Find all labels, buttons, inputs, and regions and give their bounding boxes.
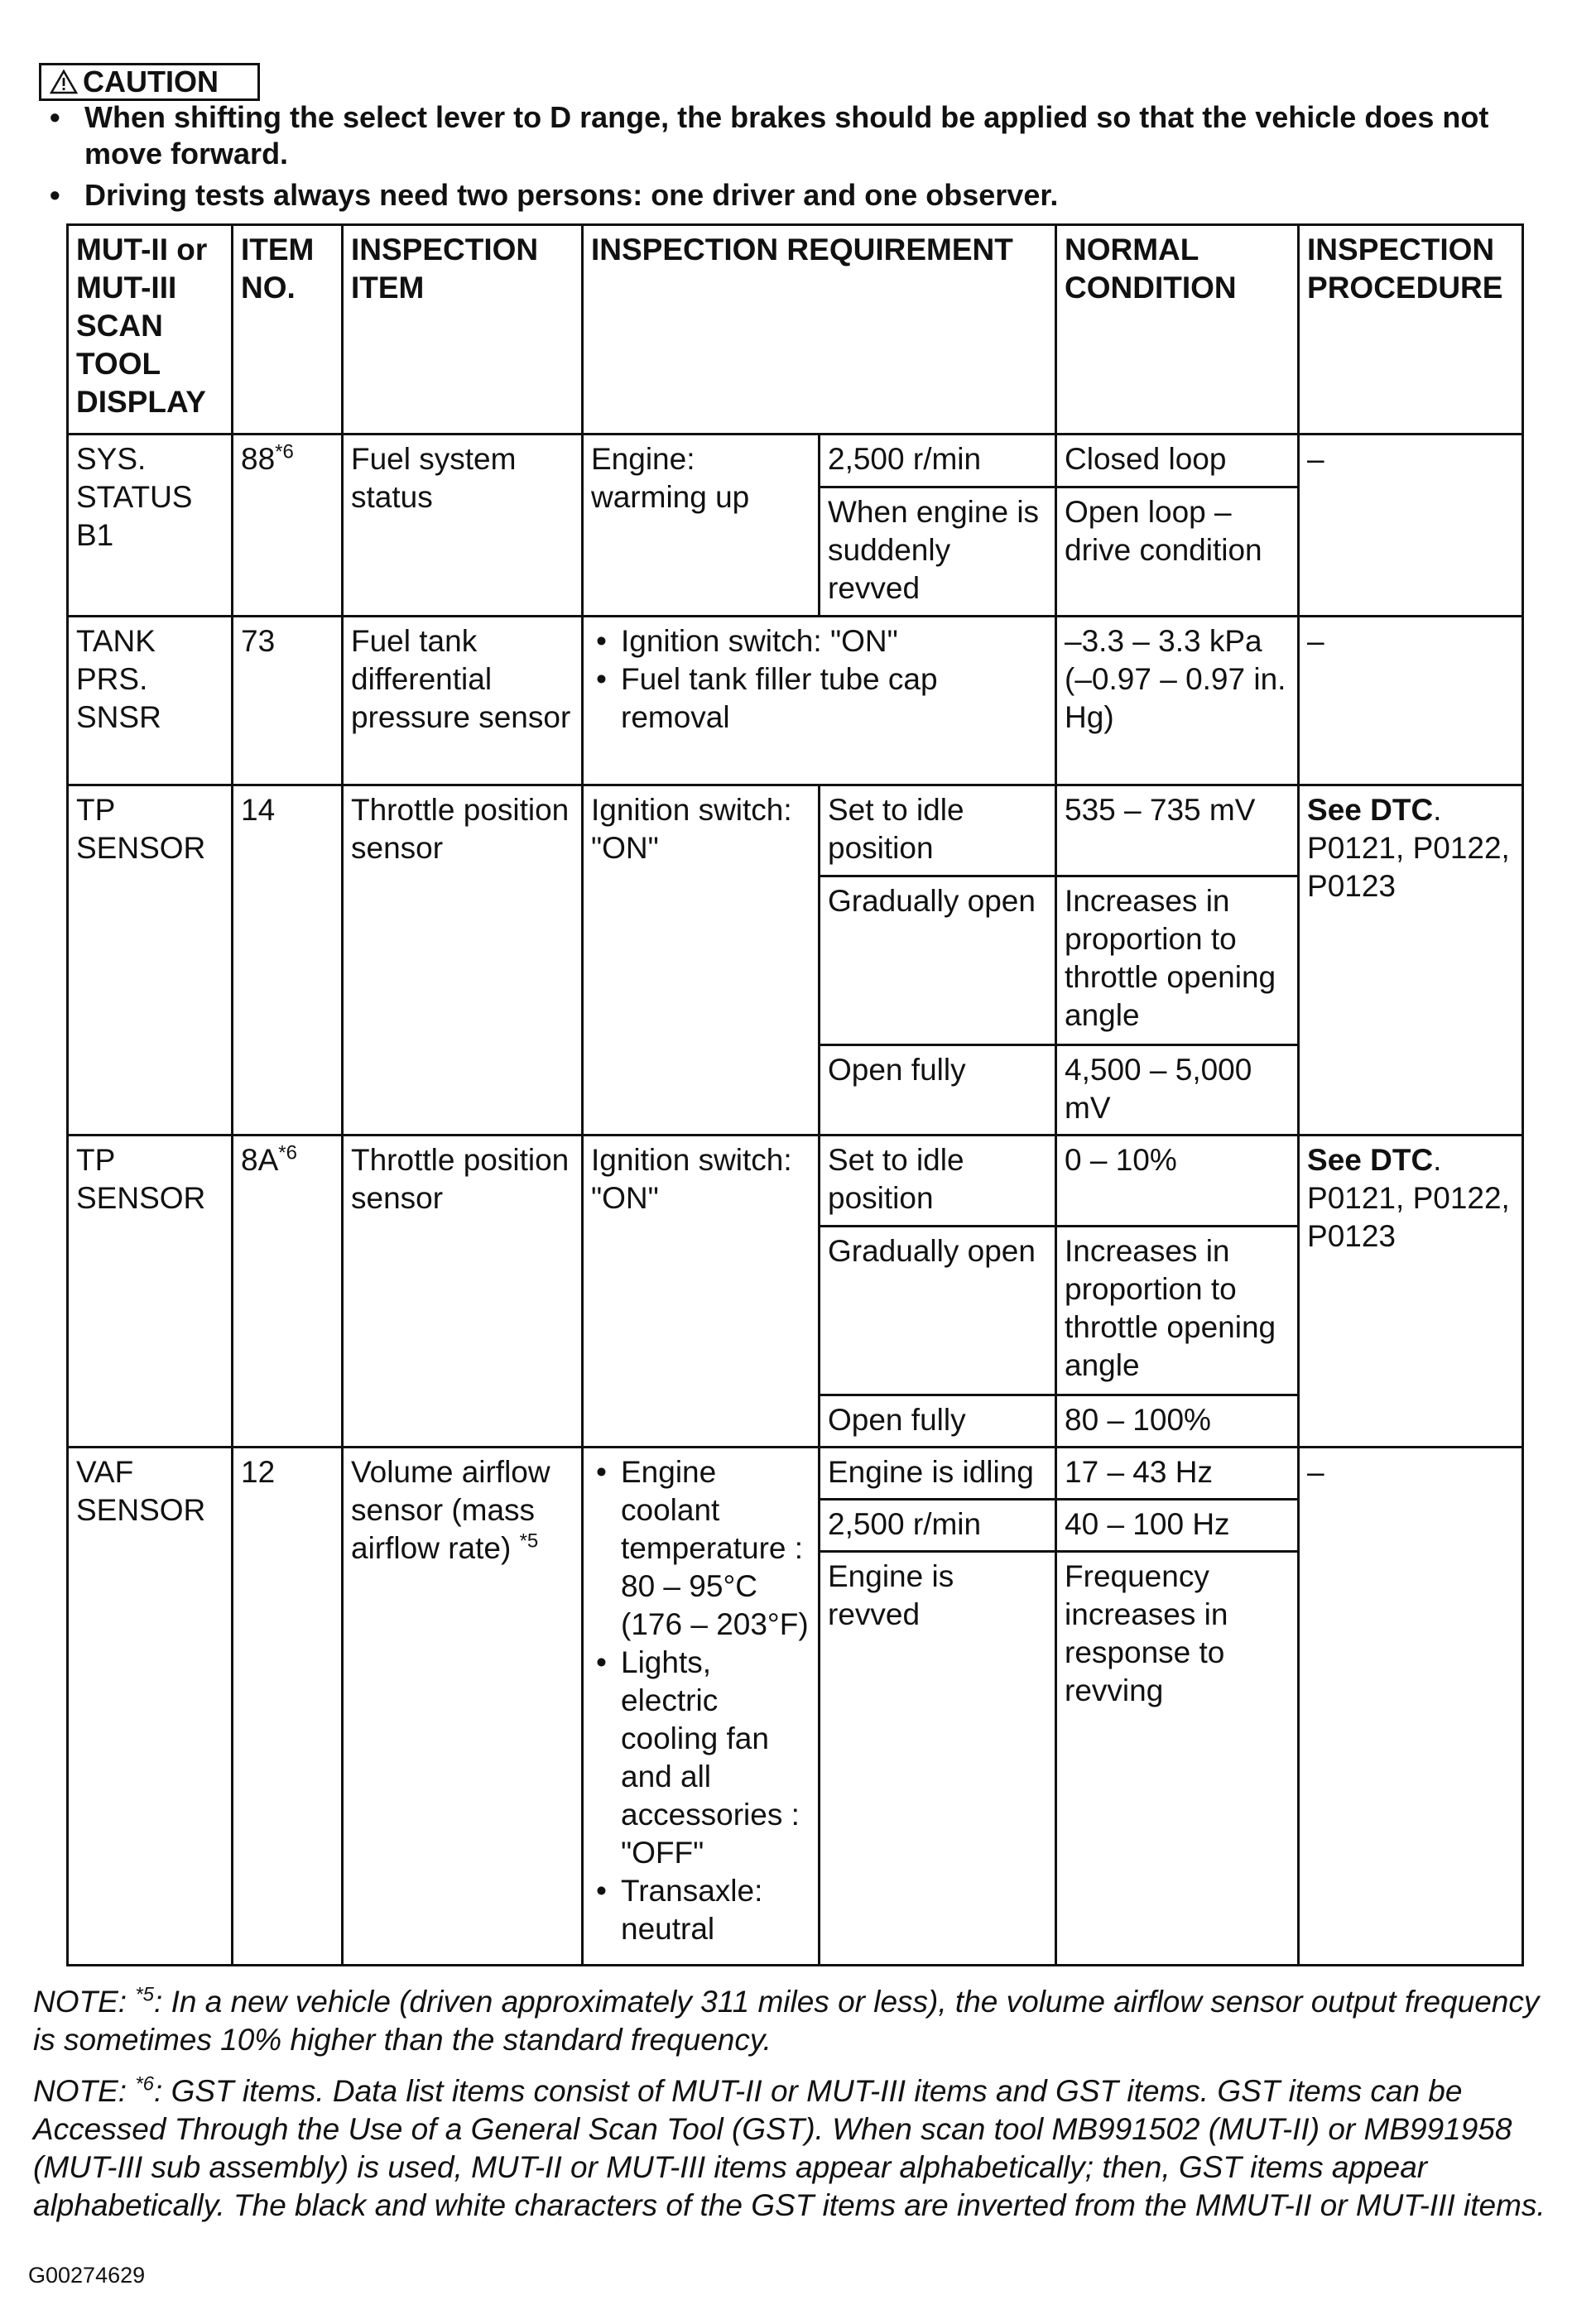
cell-condition: Engine is idling <box>820 1447 1056 1499</box>
requirement-bullet: • Ignition switch: "ON" <box>591 622 1047 660</box>
bullet: • <box>50 100 60 134</box>
table-row <box>68 1136 1523 1226</box>
header-requirement: INSPECTION REQUIREMENT <box>583 225 1056 435</box>
cell-requirement <box>583 617 1056 785</box>
footnote-marker: *5 <box>135 1983 155 2006</box>
cell-display: TP SENSOR <box>68 1136 233 1447</box>
caution-title: CAUTION <box>83 65 219 98</box>
cell-condition: Open fully <box>820 1395 1056 1447</box>
cell-requirement <box>583 1447 820 1966</box>
cell-condition: When engine is suddenly revved <box>820 487 1056 616</box>
cell-item-no: 73 <box>233 617 343 785</box>
caution-item <box>50 99 1531 172</box>
cell-normal: Increases in proportion to throttle opening angle <box>1056 1226 1299 1395</box>
cell-procedure: – <box>1299 435 1523 617</box>
cell-procedure: – <box>1299 617 1523 785</box>
cell-requirement: Engine: warming up <box>583 435 820 617</box>
header-normal: NORMAL CONDITION <box>1056 225 1299 435</box>
cell-procedure: See DTC. P0121, P0122, P0123 <box>1299 1136 1523 1447</box>
cell-item-no: 12 <box>233 1447 343 1966</box>
cell-item: Fuel system status <box>343 435 583 617</box>
cell-normal: Open loop – drive condition <box>1056 487 1299 616</box>
requirement-bullet: • Lights, electric cooling fan and all accessories : "OFF" <box>591 1644 810 1872</box>
cell-requirement: Ignition switch: "ON" <box>583 785 820 1136</box>
footnote <box>33 1983 1548 2059</box>
cell-normal: 40 – 100 Hz <box>1056 1499 1299 1551</box>
caution-item <box>50 177 1531 214</box>
cell-display: SYS. STATUS B1 <box>68 435 233 617</box>
cell-item: Throttle position sensor <box>343 1136 583 1447</box>
requirement-bullet: • Transaxle: neutral <box>591 1872 810 1948</box>
cell-condition: 2,500 r/min <box>820 1499 1056 1551</box>
cell-normal: 4,500 – 5,000 mV <box>1056 1045 1299 1136</box>
cell-item: Volume airflow sensor (mass airflow rate) $^{*5}$ <box>343 1447 583 1966</box>
cell-normal: Closed loop <box>1056 435 1299 487</box>
footnote <box>33 2072 1548 2225</box>
cell-condition: 2,500 r/min <box>820 435 1056 487</box>
cell-condition: Gradually open <box>820 876 1056 1044</box>
caution-label <box>39 63 260 101</box>
cell-normal: Frequency increases in response to revving <box>1056 1551 1299 1965</box>
cell-normal: Increases in proportion to throttle opening angle <box>1056 876 1299 1044</box>
requirement-bullet: • Engine coolant temperature : 80 – 95°C (176 – 203°F) <box>591 1453 810 1644</box>
cell-condition: Engine is revved <box>820 1551 1056 1965</box>
cell-item: Throttle position sensor <box>343 785 583 1136</box>
footnote-prefix: NOTE: <box>33 2074 136 2108</box>
footnote-text: : GST items. Data list items consist of MUT-II or MUT-III items and GST items. GST items can be Accessed Through the Use of a General Scan Tool (GST). When scan tool MB991502 (MUT-II) or MB991958 (MUT-III sub assembly) is used, MUT-II or MUT-III items appear alphabetically; then, GST items appear alphabetically. The black and white characters of the GST items are inverted from the MMUT-II or MUT-III items. <box>33 2074 1546 2222</box>
cell-display: TANK PRS. SNSR <box>68 617 233 785</box>
table-row <box>68 617 1523 785</box>
cell-procedure: – <box>1299 1447 1523 1966</box>
warning-triangle-icon <box>50 70 78 94</box>
cell-display: VAF SENSOR <box>68 1447 233 1966</box>
footnote-text: : In a new vehicle (driven approximately 311 miles or less), the volume airflow sensor output frequency is sometimes 10% higher than the standard frequency. <box>33 1985 1540 2057</box>
inspection-table <box>66 223 1524 1966</box>
requirement-bullet: • Fuel tank filler tube cap removal <box>591 660 1047 737</box>
header-item-no: ITEM NO. <box>233 225 343 435</box>
table-header-row <box>68 225 1523 435</box>
caution-item-text: Driving tests always need two persons: one driver and one observer. <box>84 178 1059 212</box>
cell-condition: Set to idle position <box>820 1136 1056 1226</box>
cell-normal: –3.3 – 3.3 kPa (–0.97 – 0.97 in. Hg) <box>1056 617 1299 785</box>
footnote-marker: *6 <box>135 2072 155 2096</box>
cell-normal: 535 – 735 mV <box>1056 785 1299 876</box>
footnote-prefix: NOTE: <box>33 1985 136 2019</box>
cell-procedure: See DTC. P0121, P0122, P0123 <box>1299 785 1523 1136</box>
header-item: INSPECTION ITEM <box>343 225 583 435</box>
cell-normal: 17 – 43 Hz <box>1056 1447 1299 1499</box>
cell-condition: Open fully <box>820 1045 1056 1136</box>
cell-condition: Set to idle position <box>820 785 1056 876</box>
table-row <box>68 785 1523 876</box>
header-procedure: INSPECTION PROCEDURE <box>1299 225 1523 435</box>
bullet: • <box>50 178 60 212</box>
table-row <box>68 1447 1523 1499</box>
cell-normal: 0 – 10% <box>1056 1136 1299 1226</box>
figure-id: G00274629 <box>28 2263 146 2288</box>
cell-requirement: Ignition switch: "ON" <box>583 1136 820 1447</box>
caution-item-text: When shifting the select lever to D range, the brakes should be applied so that the vehicle does not move forward. <box>84 100 1489 170</box>
table-row <box>68 435 1523 487</box>
cell-display: TP SENSOR <box>68 785 233 1136</box>
cell-item-no: 14 <box>233 785 343 1136</box>
cell-item-no: 88$^{*6}$ <box>233 435 343 617</box>
cell-item-no: $8A^{*6}$ <box>233 1136 343 1447</box>
cell-condition: Gradually open <box>820 1226 1056 1395</box>
header-display: MUT-II or MUT-III SCAN TOOL DISPLAY <box>68 225 233 435</box>
cell-item: Fuel tank differential pressure sensor <box>343 617 583 785</box>
cell-normal: 80 – 100% <box>1056 1395 1299 1447</box>
